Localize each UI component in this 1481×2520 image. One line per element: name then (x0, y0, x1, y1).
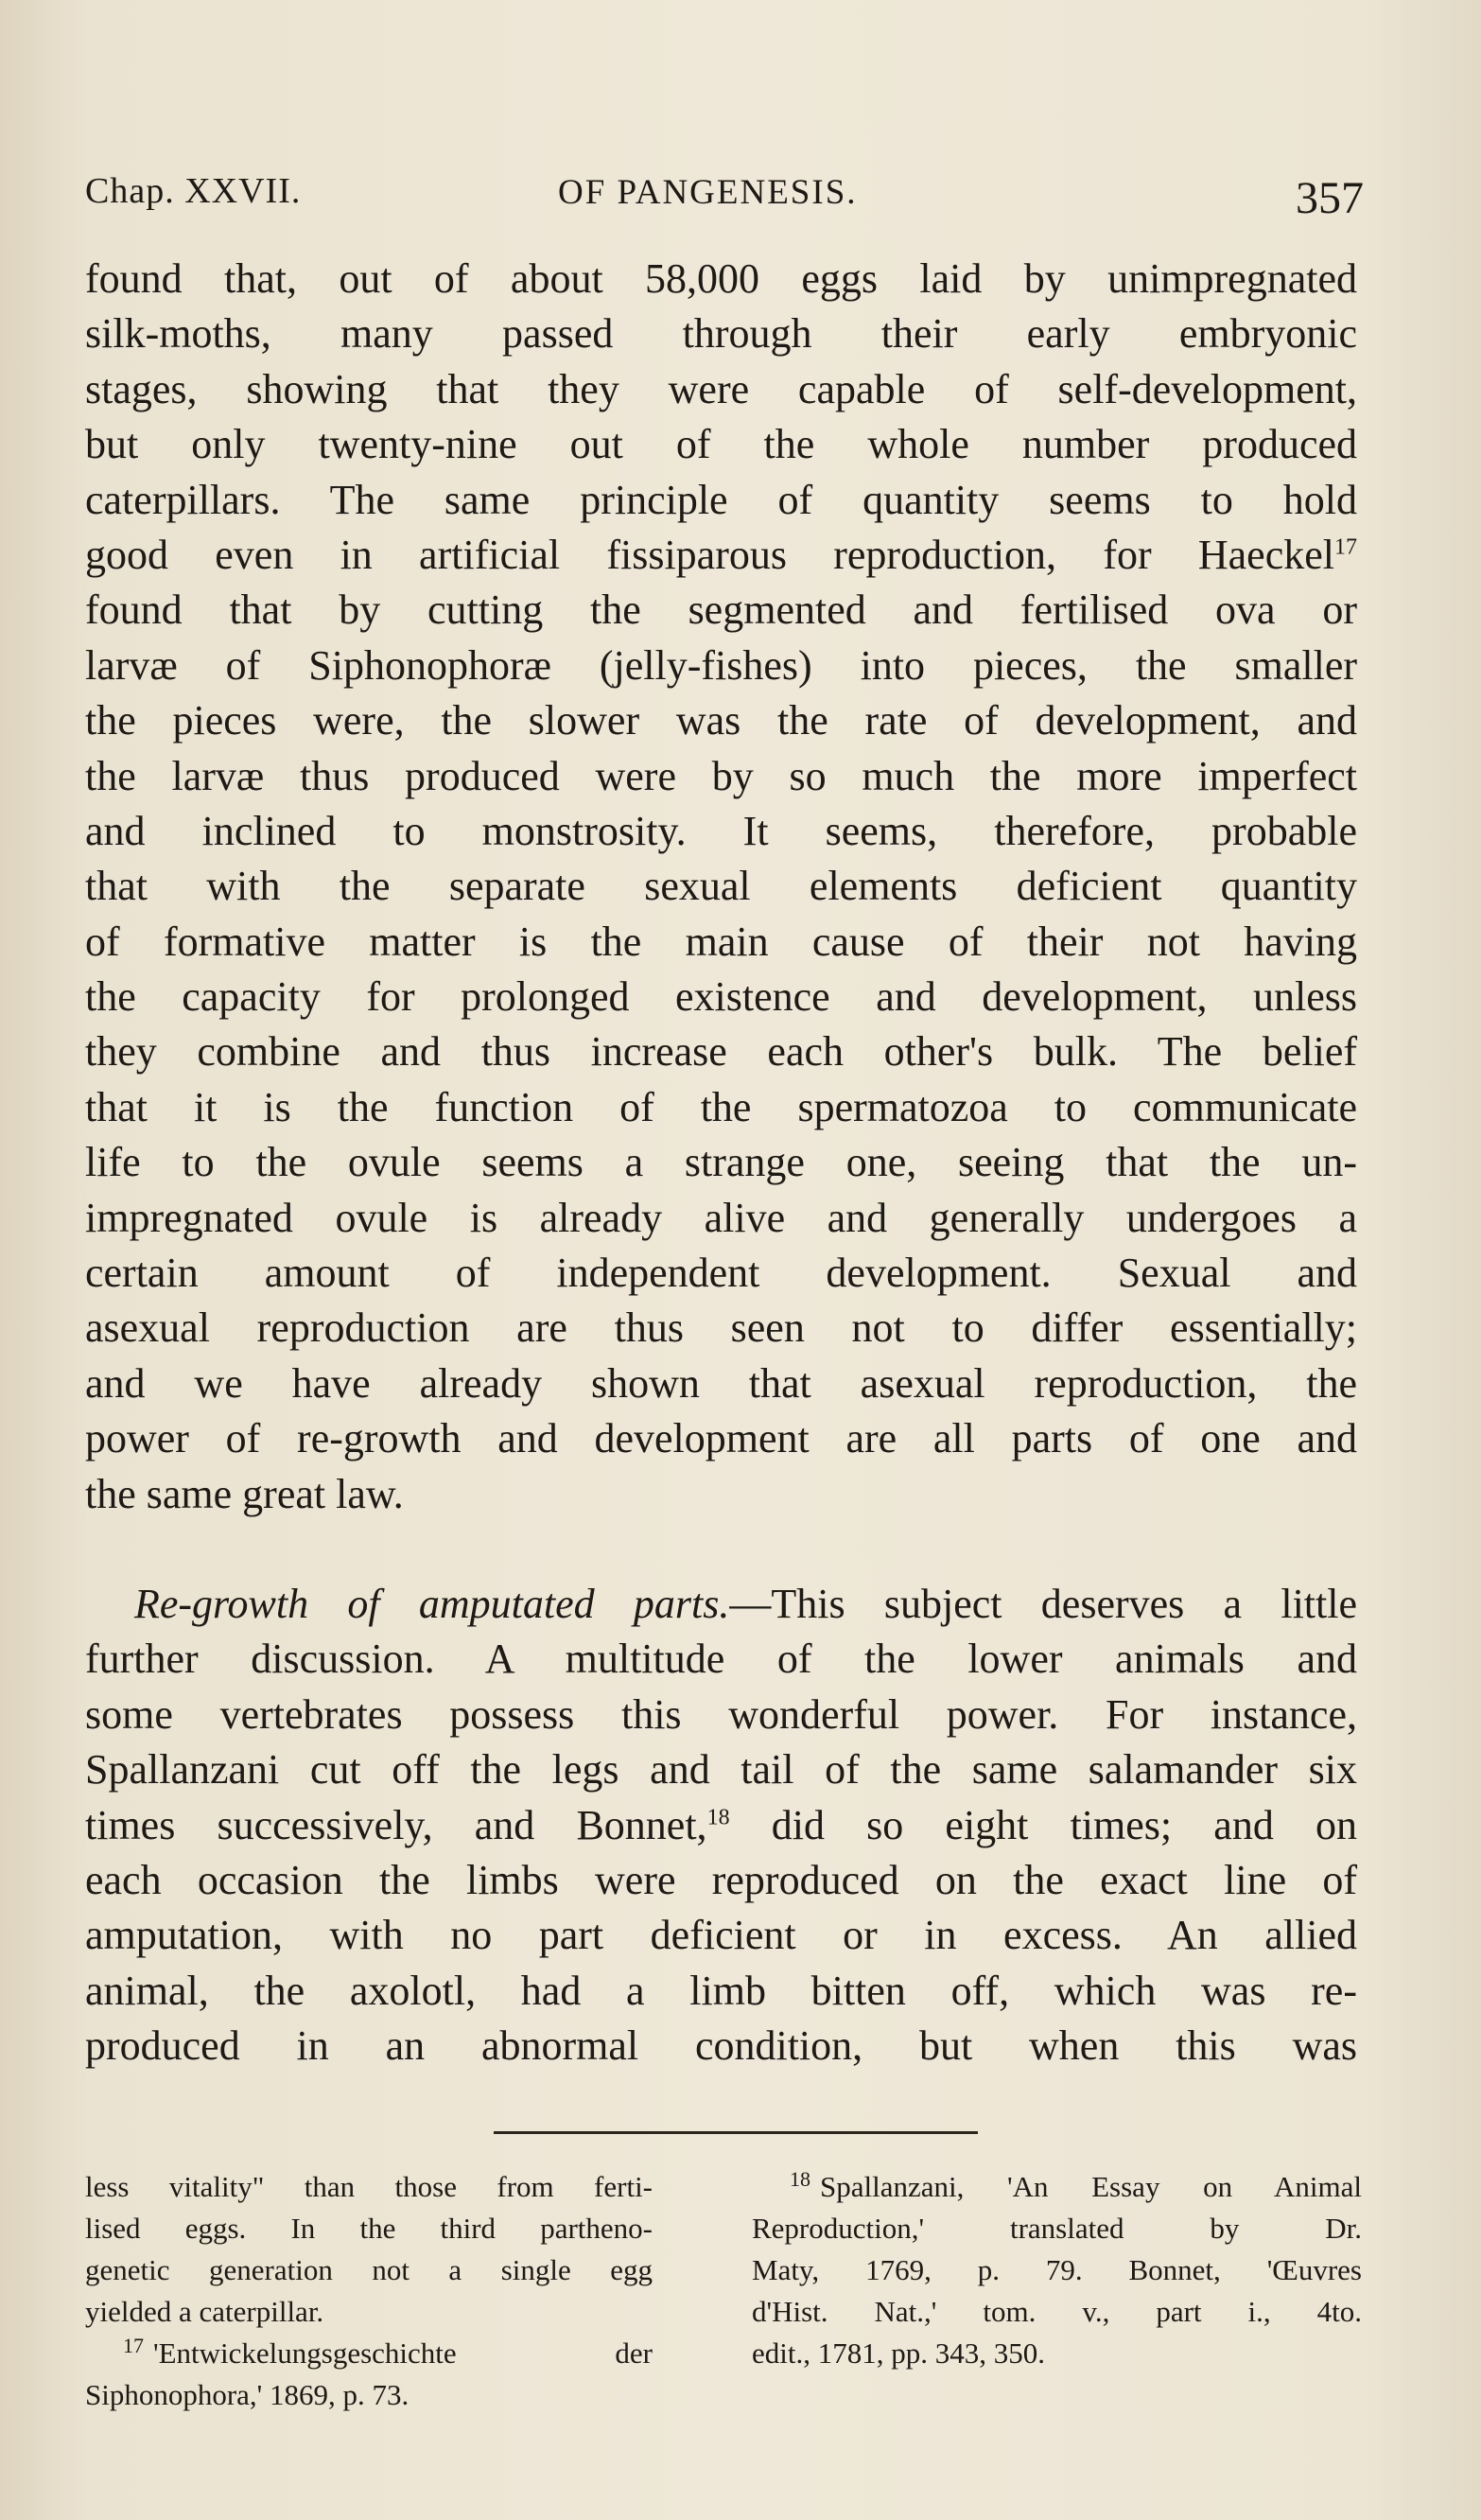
running-title: OF PANGENESIS. (558, 173, 858, 212)
text-line: of formative matter is the main cause of their not having (85, 918, 1357, 965)
footnote-line: genetic generation not a single egg (85, 2253, 653, 2286)
chapter-label: Chap. XXVII. (85, 171, 302, 211)
text-line: silk-moths, many passed through their early embryonic (85, 310, 1357, 358)
footnote-line: less vitality" than those from ferti- (85, 2170, 653, 2203)
paragraph-regrowth (85, 1577, 1357, 2074)
text-line: animal, the axolotl, had a limb bitten off, which was re- (85, 1967, 1357, 2014)
text-line: they combine and thus increase each other's bulk. The belief (85, 1028, 1357, 1076)
text-line: the larvæ thus produced were by so much the more imperfect (85, 752, 1357, 799)
page-number: 357 (1296, 173, 1364, 223)
footnote-ref-18: 18 (706, 1804, 730, 1829)
text-line: larvæ of Siphonophoræ (jelly-fishes) into pieces, the smaller (85, 641, 1357, 689)
text-line: some vertebrates possess this wonderful power. For instance, (85, 1690, 1357, 1738)
footnote-17 (85, 2333, 653, 2374)
page-header (85, 161, 1362, 227)
text-line: impregnated ovule is already alive and generally undergoes a (85, 1194, 1357, 1241)
text-line: and we have already shown that asexual reproduction, the (85, 1359, 1357, 1407)
footnote-divider (494, 2131, 978, 2134)
text-line: each occasion the limbs were reproduced on the exact line of (85, 1856, 1357, 1903)
text-line: and inclined to monstrosity. It seems, therefore, probable (85, 807, 1357, 854)
text-line: produced in an abnormal condition, but when this was (85, 2022, 1357, 2070)
text-line: amputation, with no part deficient or in excess. An allied (85, 1912, 1357, 1959)
line-text: —This subject deserves a little (729, 1580, 1357, 1627)
footnote-line: Siphonophora,' 1869, p. 73. (85, 2378, 409, 2411)
paragraph-spacer (85, 1522, 1357, 1577)
footnotes-right-column (752, 2166, 1362, 2374)
line-text: did so eight times; and on (729, 1801, 1357, 1848)
footnote-18 (752, 2166, 1362, 2208)
footnote-ref-17: 17 (1334, 534, 1357, 560)
text-line: but only twenty-nine out of the whole number produced (85, 421, 1357, 468)
footnote-line: Reproduction,' translated by Dr. (752, 2212, 1362, 2245)
line-text: times successively, and Bonnet, (85, 1801, 707, 1848)
footnote-line: Spallanzani, 'An Essay on Animal (820, 2170, 1362, 2203)
text-line: stages, showing that they were capable of self-development, (85, 365, 1357, 412)
footnote-line: 'Entwickelungsgeschichte der (153, 2336, 653, 2370)
text-line: asexual reproduction are thus seen not to differ essentially; (85, 1304, 1357, 1352)
line-text: good even in artificial fissiparous reproduction, for Haeckel (85, 531, 1334, 578)
text-line: life to the ovule seems a strange one, seeing that the un- (85, 1139, 1357, 1186)
footnote-line: lised eggs. In the third partheno- (85, 2212, 653, 2245)
footnote-line: d'Hist. Nat.,' tom. v., part i., 4to. (752, 2295, 1362, 2328)
text-line: found that by cutting the segmented and fertilised ova or (85, 586, 1357, 634)
text-line: found that, out of about 58,000 eggs laid by unimpregnated (85, 255, 1357, 302)
text-line: caterpillars. The same principle of quantity seems to hold (85, 476, 1357, 523)
footnote-line: edit., 1781, pp. 343, 350. (752, 2336, 1045, 2370)
text-line (85, 1577, 1357, 1632)
footnote-line: yielded a caterpillar. (85, 2295, 324, 2328)
footnote-number: 18 (790, 2166, 810, 2191)
text-line: that with the separate sexual elements deficient quantity (85, 863, 1357, 910)
text-line (85, 1798, 1357, 1853)
text-line: power of re-growth and development are all parts of one and (85, 1415, 1357, 1462)
text-line: certain amount of independent development. Sexual and (85, 1250, 1357, 1297)
paragraph-pangenesis-continued (85, 252, 1357, 1522)
footnote-line: Maty, 1769, p. 79. Bonnet, 'Œuvres (752, 2253, 1362, 2286)
text-line: the same great law. (85, 1470, 404, 1517)
footnotes-left-column (85, 2166, 653, 2416)
text-line: Spallanzani cut off the legs and tail of the same salamander six (85, 1746, 1357, 1794)
text-line: that it is the function of the spermatozoa to communicate (85, 1083, 1357, 1130)
footnote-number: 17 (123, 2333, 144, 2357)
text-line: the capacity for prolonged existence and development, unless (85, 973, 1357, 1021)
section-heading-italic: Re-growth of amputated parts. (134, 1580, 730, 1627)
body-text (85, 252, 1357, 2074)
text-line: further discussion. A multitude of the lower animals and (85, 1636, 1357, 1683)
text-line (85, 528, 1357, 583)
text-line: the pieces were, the slower was the rate of development, and (85, 697, 1357, 744)
